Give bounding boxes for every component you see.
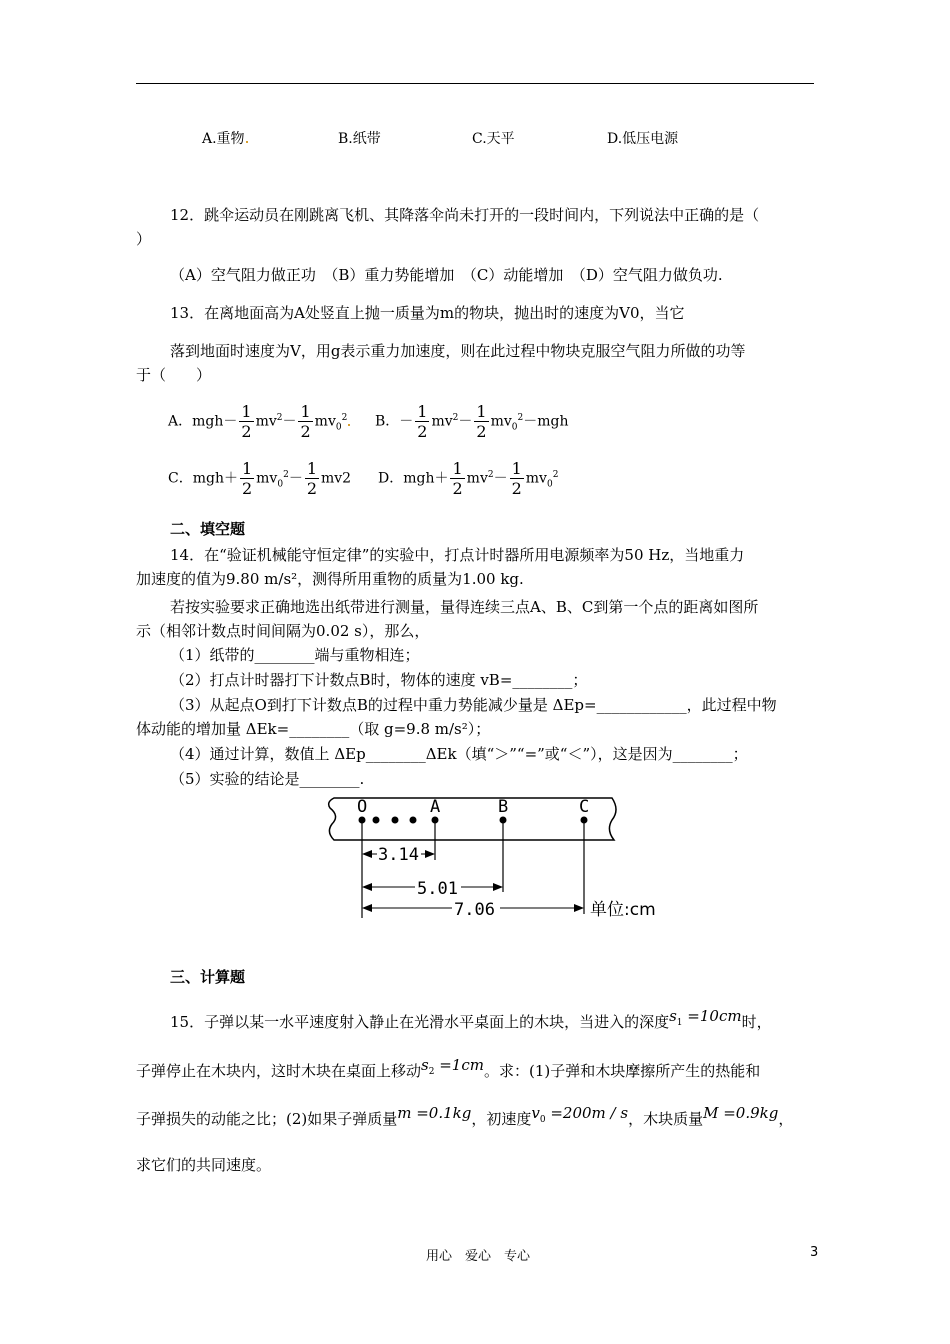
q14-part2: （2）打点计时器打下计数点B时，物体的速度 vB=________；	[170, 671, 588, 689]
q11-option-c: C.天平	[472, 131, 515, 147]
q11-option-a: A.重物	[202, 128, 248, 148]
q14-line2: 加速度的值为9.80 m/s²，测得所用重物的质量为1.00 kg.	[136, 570, 524, 588]
q12-stem-line1: 12．跳伞运动员在刚跳离飞机、其降落伞尚未打开的一段时间内，下列说法中正确的是（	[170, 206, 760, 224]
distance-oa: 3.14	[378, 845, 419, 865]
page-number: 3	[810, 1245, 819, 1260]
q13-option-c: C．mgh＋ $\frac{1}{2}$ $mv_0^2-$ $\frac{1}{2}$ mv2	[168, 459, 352, 498]
point-label-c: C	[579, 797, 590, 817]
q14-part5: （5）实验的结论是________.	[170, 770, 365, 788]
section-calculation-title: 三、计算题	[170, 968, 246, 986]
q14-line4: 示（相邻计数点时间间隔为0.02 s），那么，	[136, 622, 430, 640]
q13-option-d: D．mgh＋ $\frac{1}{2}$ $mv^2-$ $\frac{1}{2}$ $mv_0^2$	[378, 459, 559, 498]
footer-motto: 用心 爱心 专心	[426, 1249, 531, 1264]
q14-part3b: 体动能的增加量 ΔEk=________（取 g=9.8 m/s²）；	[136, 720, 491, 738]
q15-line3: 子弹损失的动能之比；(2)如果子弹质量m =0.1kg，初速度$v_0 =200m / s$，木块质量M =0.9kg，	[136, 1104, 794, 1128]
q13-stem-line2: 落到地面时速度为V，用g表示重力加速度，则在此过程中物块克服空气阻力所做的功等	[170, 342, 746, 360]
q14-line3: 若按实验要求正确地选出纸带进行测量，量得连续三点A、B、C到第一个点的距离如图所	[170, 598, 759, 616]
point-label-a: A	[430, 797, 441, 817]
fraction-half: $\frac{1}{2}$	[300, 402, 311, 441]
fraction-half: $\frac{1}{2}$	[476, 402, 487, 441]
tape-outline	[329, 798, 616, 840]
fraction-half: $\frac{1}{2}$	[241, 402, 252, 441]
q11-option-d: D.低压电源	[607, 131, 679, 147]
point-label-b: B	[498, 797, 509, 817]
q12-options: （A）空气阻力做正功 （B）重力势能增加 （C）动能增加 （D）空气阻力做负功.	[170, 266, 723, 284]
section-fill-in-title: 二、填空题	[170, 520, 246, 538]
q15-line4: 求它们的共同速度。	[136, 1156, 272, 1174]
fraction-half: $\frac{1}{2}$	[241, 459, 253, 498]
tape-dot	[410, 817, 417, 824]
q13-option-a: A．mgh－ $\frac{1}{2}$ $mv^2-$ $\frac{1}{2}$ $mv_0^2$	[168, 402, 350, 441]
q11-option-b: B.纸带	[338, 131, 381, 147]
q13-option-b: B．－ $\frac{1}{2}$ $mv^2-$ $\frac{1}{2}$ $mv_0^2-mgh$	[375, 402, 569, 441]
distance-oc: 7.06	[454, 900, 495, 920]
paper-tape-diagram	[320, 788, 660, 928]
fraction-half: $\frac{1}{2}$	[452, 459, 463, 498]
q14-part1: （1）纸带的________端与重物相连；	[170, 646, 420, 664]
fraction-half: $\frac{1}{2}$	[511, 459, 522, 498]
tape-dot	[392, 817, 399, 824]
q14-part3a: （3）从起点O到打下计数点B的过程中重力势能减少量是 ΔEp=____________，此过程中物	[170, 696, 777, 714]
point-label-o: O	[357, 797, 368, 817]
q15-line2: 子弹停止在木块内，这时木块在桌面上移动$s_2 =1cm$。求：(1)子弹和木块摩擦所产生的热能和	[136, 1056, 761, 1080]
q13-stem-line1: 13．在离地面高为A处竖直上抛一质量为m的物块，抛出时的速度为V0，当它	[170, 304, 685, 322]
fraction-half: $\frac{1}{2}$	[417, 402, 428, 441]
q12-stem-line2: ）	[136, 230, 152, 248]
q15-line1: 15．子弹以某一水平速度射入静止在光滑水平桌面上的木块，当进入的深度$s_1 =10cm$时，	[170, 1007, 772, 1031]
q14-line1: 14．在“验证机械能守恒定律”的实验中，打点计时器所用电源频率为50 Hz，当地重力	[170, 546, 745, 564]
header-rule	[136, 83, 814, 84]
fraction-half: $\frac{1}{2}$	[306, 459, 317, 498]
q14-part4: （4）通过计算，数值上 ΔEp________ΔEk（填“＞”“=”或“＜”），这是因为________；	[170, 745, 748, 763]
tape-dot	[373, 817, 380, 824]
q13-stem-line3: 于（ ）	[136, 366, 212, 384]
unit-label: 单位:cm	[590, 900, 656, 920]
distance-ob: 5.01	[417, 879, 458, 899]
